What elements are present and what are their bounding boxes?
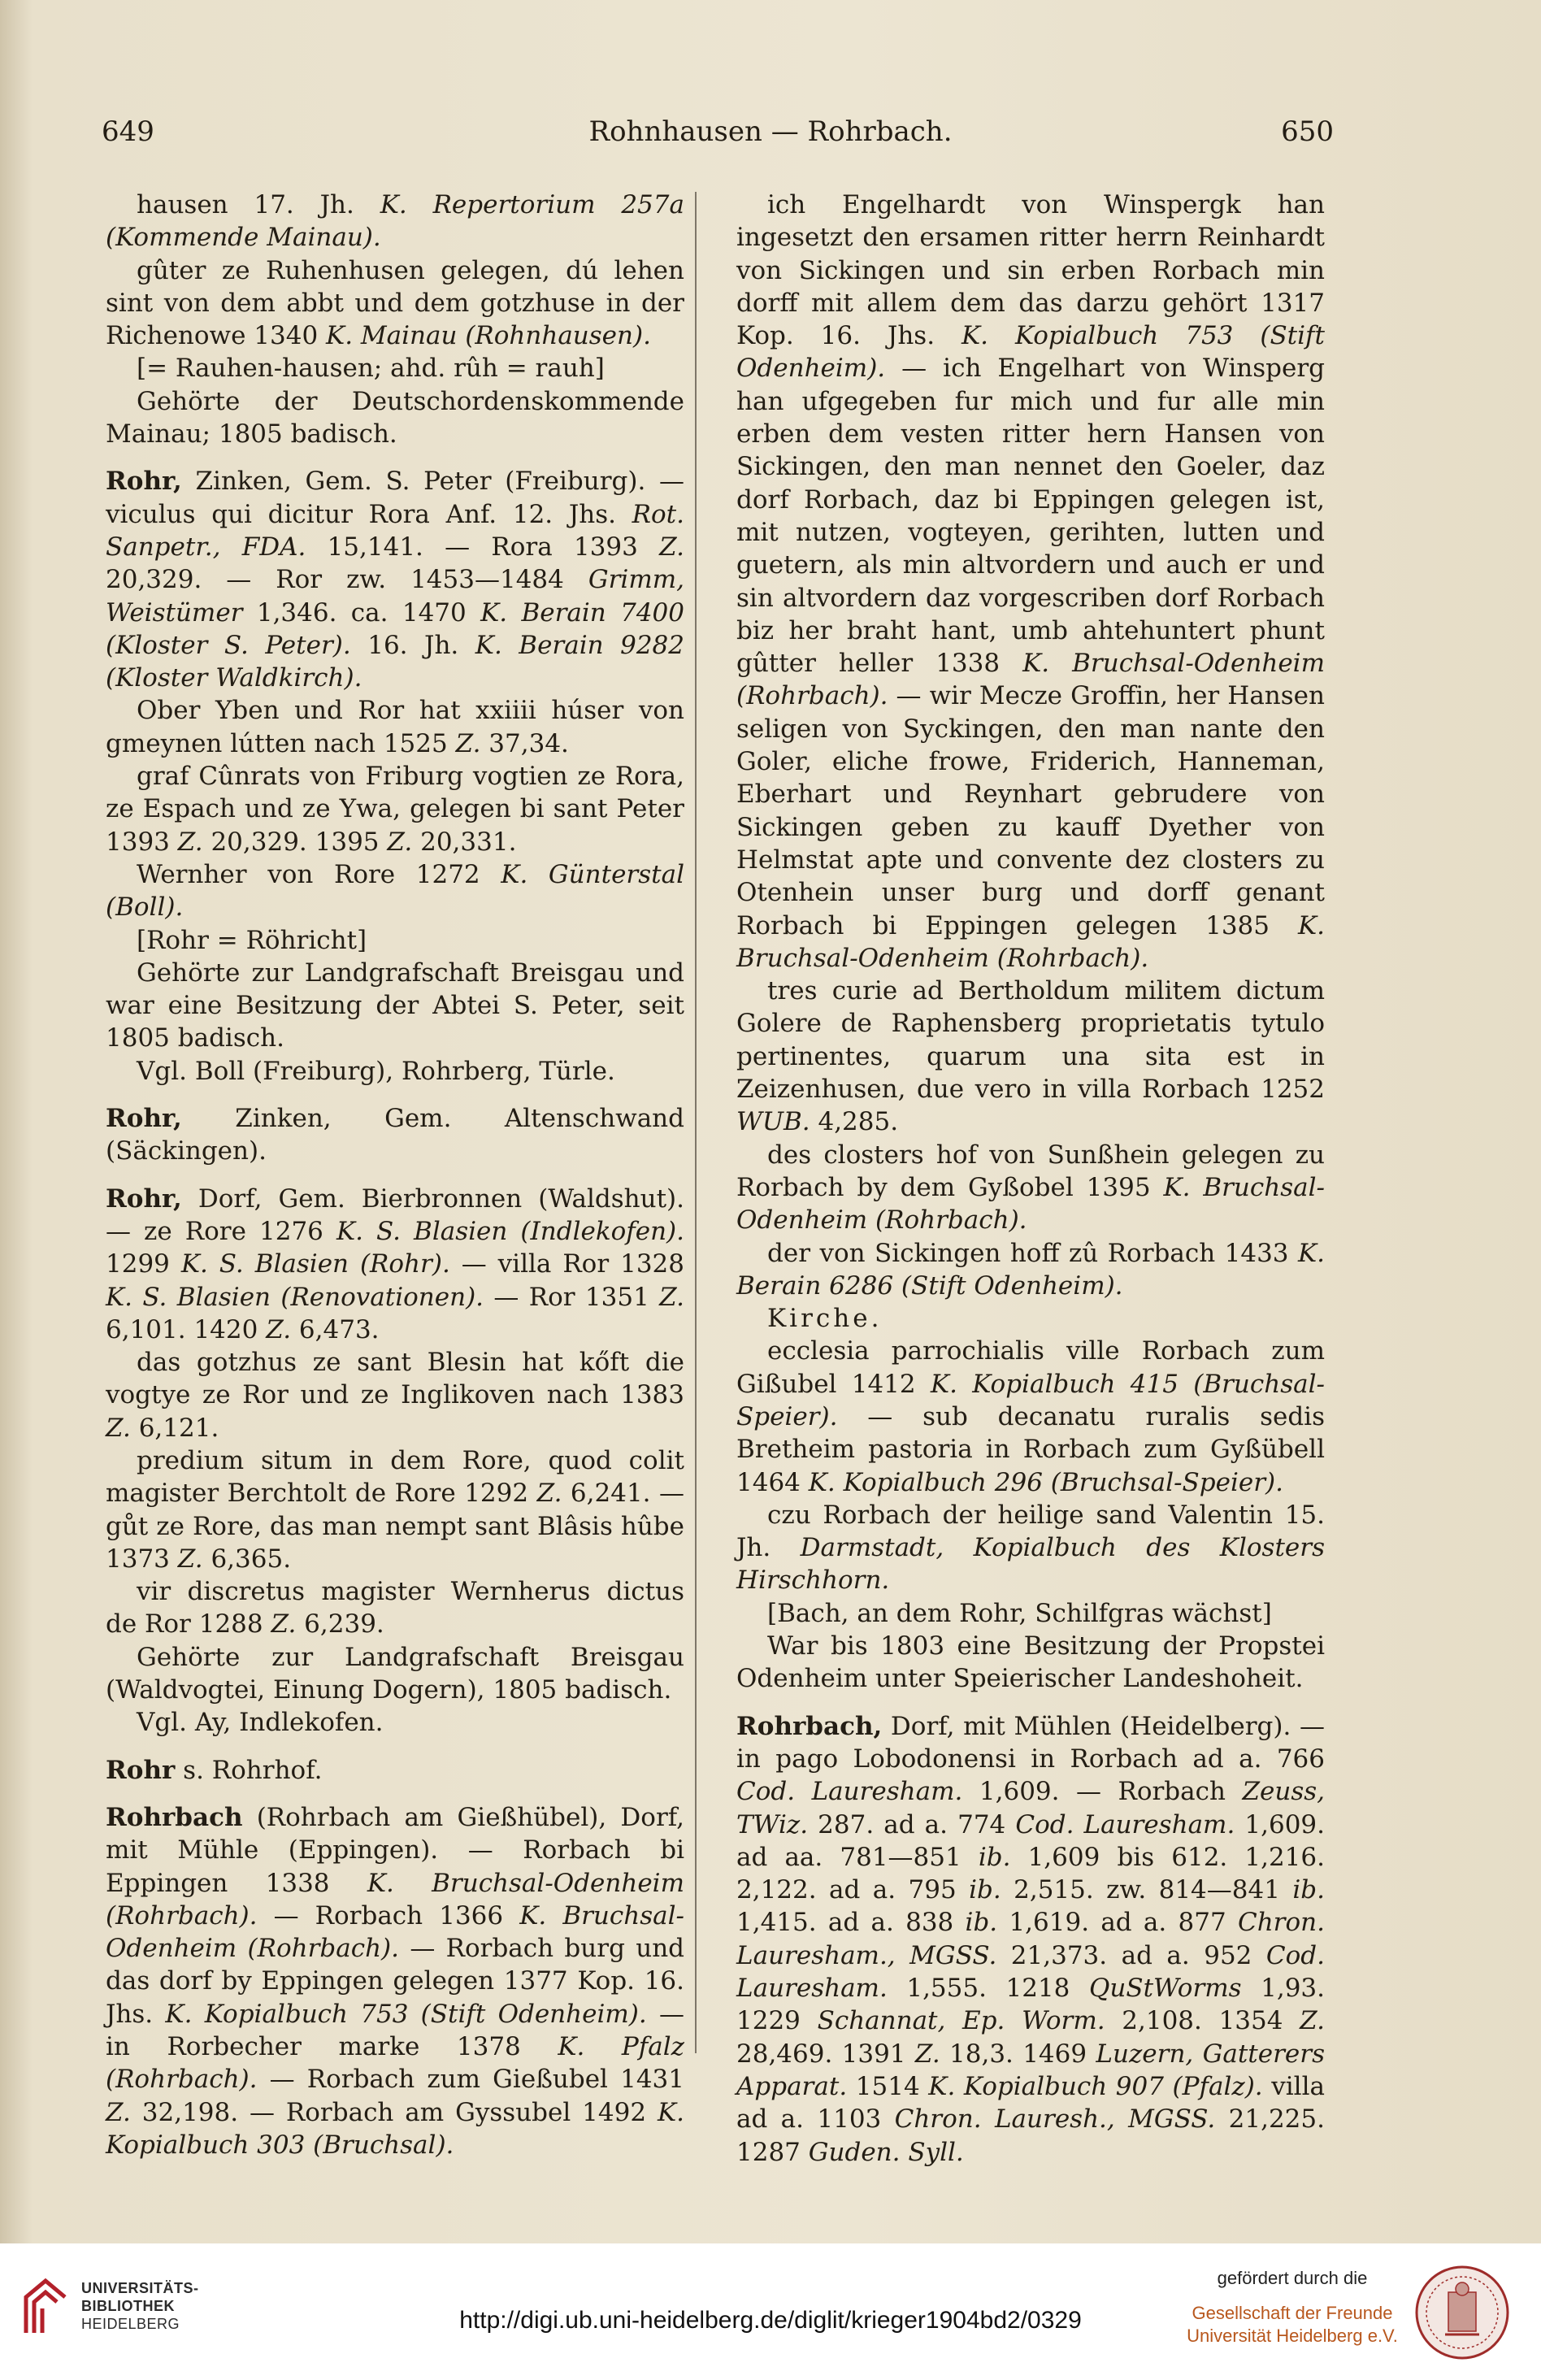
- text-run: War bis 1803 eine Besitzung der Propstei Odenheim unter Speierischer Landeshoheit.: [736, 1631, 1325, 1694]
- text-run: Dorf, Gem. Bierbronnen (Waldshut). — ze Rore 1276: [106, 1183, 684, 1246]
- citation-italic: Cod. Lauresham.: [736, 1777, 963, 1807]
- text-run: 18,3. 1469: [940, 2039, 1096, 2069]
- paragraph: [106, 957, 684, 1055]
- text-run: predium situm in dem Rore, quod colit magister Berchtolt de Rore 1292: [106, 1445, 684, 1509]
- citation-italic: K. Berain 7400 (Kloster S. Peter).: [106, 597, 685, 660]
- text-run: Vgl. Boll (Freiburg), Rohrberg, Türle.: [137, 1056, 615, 1086]
- paragraph: [736, 1237, 1325, 1303]
- text-run: der von Sickingen hoff zû Rorbach 1433: [767, 1238, 1298, 1268]
- text-run: 21,225. 1287: [736, 2104, 1325, 2167]
- paragraph: [106, 1183, 684, 1346]
- funding-note: [1179, 2268, 1406, 2347]
- citation-italic: K. Kopialbuch 296 (Bruchsal-Speier).: [808, 1467, 1283, 1497]
- citation-italic: K. Kopialbuch 415 (Bruchsal-Speier).: [736, 1369, 1325, 1431]
- text-run: ich Engelhardt von Winspergk han ingesetzt den ersamen ritter herrn Reinhardt von Sickingen und sin erben Rorbach min dorff mit allem dem das darzu gehört 1317 Kop. 16. Jhs.: [736, 190, 1325, 351]
- citation-italic: K. S. Blasien (Renovationen).: [106, 1282, 484, 1312]
- text-run: czu Rorbach der heilige sand Valentin 15. Jh.: [736, 1500, 1325, 1563]
- text-run: 20,329. 1395: [202, 827, 388, 857]
- text-run: — Rorbach 1366: [257, 1900, 520, 1930]
- citation-italic: K. Bruchsal-Odenheim (Rohrbach).: [736, 649, 1325, 711]
- viewer-footer: [0, 2243, 1541, 2380]
- text-run: 1,555. 1218: [887, 1974, 1089, 2004]
- entry-headword: Rohrbach,: [736, 1711, 883, 1741]
- text-run: — sub decanatu ruralis sedis Bretheim pastoria in Rorbach zum Gyßübell 1464: [736, 1401, 1325, 1497]
- citation-italic: Darmstadt, Kopialbuch des Klosters Hirschhorn.: [736, 1533, 1325, 1596]
- text-run: tres curie ad Bertholdum militem dictum Golere de Raphensberg proprietatis tytulo pertinentes, quarum una sita est in Zeizenhusen, due vero in villa Rorbach 1252: [736, 976, 1325, 1105]
- paragraph: [106, 1575, 684, 1641]
- paragraph: [736, 1499, 1325, 1597]
- text-run: 2,515. zw. 814—841: [1001, 1875, 1293, 1905]
- text-run: Gehörte der Deutschordenskommende Mainau; 1805 badisch.: [106, 386, 684, 450]
- citation-italic: ib.: [978, 1842, 1011, 1872]
- citation-italic: K. Bruchsal-Odenheim (Rohrbach).: [736, 910, 1325, 973]
- citation-italic: WUB.: [736, 1107, 810, 1137]
- text-run: vir discretus magister Wernherus dictus de Ror 1288: [106, 1577, 684, 1640]
- paragraph: [106, 1346, 684, 1444]
- paragraph: [106, 465, 684, 694]
- text-run: graf Cûnrats von Friburg vogtien ze Rora, ze Espach und ze Ywa, gelegen bi sant Peter 1393: [106, 762, 684, 857]
- paragraph: [106, 1055, 684, 1088]
- citation-italic: Z.: [659, 532, 684, 562]
- text-run: 2,108. 1354: [1105, 2006, 1300, 2036]
- citation-italic: ib.: [1292, 1875, 1325, 1905]
- citation-italic: Chron. Lauresham., MGSS.: [736, 1908, 1325, 1970]
- running-title: Rohnhausen — Rohrbach.: [588, 115, 953, 148]
- entry-headword: Rohr: [106, 1755, 176, 1785]
- text-run: (Rohrbach am Gießhübel), Dorf, mit Mühle (Eppingen). — Rorbach bi Eppingen 1338: [106, 1802, 684, 1898]
- text-run: s. Rohrhof.: [175, 1755, 323, 1785]
- text-run: — Ror 1351: [484, 1282, 660, 1312]
- citation-italic: Z.: [387, 827, 413, 857]
- paragraph: [736, 189, 1325, 975]
- paragraph: [106, 694, 684, 760]
- paragraph: [736, 1335, 1325, 1498]
- citation-italic: Z.: [455, 728, 481, 758]
- text-run: 4,285.: [810, 1107, 899, 1137]
- text-run: des closters hof von Sunßhein gelegen zu Rorbach by dem Gyßobel 1395: [736, 1140, 1325, 1202]
- paragraph: [106, 1444, 684, 1575]
- paragraph: [736, 1597, 1325, 1630]
- paragraph: [106, 352, 684, 384]
- text-run: 20,331.: [412, 827, 517, 857]
- citation-italic: Z.: [177, 827, 203, 857]
- text-run: Gehörte zur Landgrafschaft Breisgau (Waldvogtei, Einung Dogern), 1805 badisch.: [106, 1642, 684, 1705]
- paragraph: [106, 1706, 684, 1739]
- text-run: — in Rorbecher marke 1378: [106, 1999, 684, 2062]
- citation-italic: Rot. Sanpetr., FDA.: [106, 499, 684, 562]
- citation-italic: K. Kopialbuch 753 (Stift Odenheim).: [165, 1999, 647, 2029]
- left-column: [106, 189, 684, 2161]
- page-number-left: 649: [102, 115, 154, 148]
- citation-italic: Chron. Lauresh., MGSS.: [894, 2104, 1216, 2135]
- text-run: 1,609. — Rorbach: [962, 1777, 1243, 1807]
- citation-italic: Z.: [266, 1314, 292, 1344]
- citation-italic: K. Mainau (Rohnhausen).: [326, 321, 651, 351]
- citation-italic: K. Berain 6286 (Stift Odenheim).: [736, 1238, 1325, 1301]
- paragraph: [106, 254, 684, 353]
- citation-italic: K. Kopialbuch 907 (Pfalz).: [928, 2071, 1263, 2101]
- library-line: UNIVERSITÄTS-: [81, 2280, 199, 2296]
- citation-italic: Z.: [536, 1479, 562, 1509]
- text-run: 15,141. — Rora 1393: [306, 532, 660, 562]
- text-run: 6,239.: [296, 1609, 384, 1640]
- citation-italic: Luzern, Gatterers Apparat.: [736, 2039, 1325, 2101]
- text-run: — Rorbach zum Gießubel 1431: [257, 2065, 684, 2095]
- paragraph: [736, 975, 1325, 1138]
- text-run: 287. ad a. 774: [808, 1809, 1016, 1839]
- text-run: Dorf, mit Mühlen (Heidelberg). — in pago Lobodonensi in Rorbach ad a. 766: [736, 1711, 1325, 1774]
- university-seal-icon: [1414, 2265, 1510, 2360]
- text-run: 21,373. ad a. 952: [996, 1940, 1266, 1970]
- entry-headword: Rohr,: [106, 1183, 182, 1214]
- paragraph: [106, 1801, 684, 2161]
- text-run: 1,609 bis 612. 1,216. 2,122. ad a. 795: [736, 1842, 1325, 1905]
- citation-italic: Z.: [914, 2039, 940, 2069]
- text-run: 1,93. 1229: [736, 1974, 1326, 2036]
- society-name-line1: Gesellschaft der Freunde: [1192, 2303, 1393, 2323]
- citation-italic: K. Kopialbuch 753 (Stift Odenheim).: [736, 321, 1325, 384]
- text-run: 6,121.: [130, 1413, 219, 1443]
- paragraph: [106, 760, 684, 858]
- text-run: Ober Yben und Ror hat xxiiii húser von gmeynen lútten nach 1525: [106, 696, 684, 758]
- permalink-url[interactable]: http://digi.ub.uni-heidelberg.de/diglit/krieger1904bd2/0329: [459, 2307, 1082, 2334]
- text-run: 1299: [106, 1249, 181, 1279]
- citation-italic: QuStWorms: [1088, 1974, 1242, 2004]
- text-run: das gotzhus ze sant Blesin hat kőft die vogtye ze Ror und ze Inglikoven nach 1383: [106, 1348, 684, 1410]
- citation-italic: K. Bruchsal-Odenheim (Rohrbach).: [736, 1172, 1325, 1236]
- text-run: 32,198. — Rorbach am Gyssubel 1492: [130, 2097, 658, 2127]
- text-run: 6,241. — gůt ze Rore, das man nempt sant Blâsis hûbe 1373: [106, 1479, 684, 1574]
- citation-italic: Z.: [659, 1282, 684, 1312]
- citation-italic: K. Berain 9282 (Kloster Waldkirch).: [106, 630, 684, 693]
- text-run: villa ad a. 1103: [736, 2071, 1325, 2135]
- citation-italic: K. S. Blasien (Indlekofen).: [336, 1216, 685, 1246]
- paragraph: [106, 858, 684, 924]
- citation-italic: K. Repertorium 257a (Kommende Mainau).: [106, 190, 684, 253]
- citation-italic: Z.: [1300, 2006, 1326, 2036]
- citation-italic: Schannat, Ep. Worm.: [817, 2006, 1105, 2036]
- running-header: [0, 115, 1541, 164]
- citation-italic: Z.: [177, 1544, 203, 1574]
- citation-italic: K. Pfalz (Rohrbach).: [106, 2032, 684, 2095]
- citation-italic: K. S. Blasien (Rohr).: [180, 1249, 450, 1279]
- text-run: ecclesia parrochialis ville Rorbach zum Gißubel 1412: [736, 1336, 1325, 1399]
- text-run: 16. Jh.: [350, 630, 475, 660]
- citation-italic: Cod. Lauresham.: [1015, 1809, 1235, 1839]
- column-divider: [695, 192, 697, 2053]
- paragraph: [736, 1302, 1325, 1335]
- citation-italic: Cod. Lauresham.: [736, 1940, 1325, 2004]
- citation-italic: Guden. Syll.: [808, 2137, 964, 2167]
- society-name-line2: Universität Heidelberg e.V.: [1187, 2326, 1398, 2346]
- text-run: Zinken, Gem. Altenschwand (Säckingen).: [106, 1104, 684, 1166]
- paragraph: [106, 189, 684, 254]
- text-run: 1,619. ad a. 877: [997, 1908, 1238, 1938]
- entry-headword: Rohr,: [106, 467, 182, 497]
- text-run: Zinken, Gem. S. Peter (Freiburg). — viculus qui dicitur Rora Anf. 12. Jhs.: [106, 467, 684, 529]
- text-run: — wir Mecze Groffin, her Hansen seligen von Syckingen, den man nante den Goler, eliche frowe, Friderich, Hanneman, Eberhart und Reynhart gebrudere von Sickingen geben zu kauff Dyether von Helmstat apte und convente dez closters zu Otenhein unser burg und dorff genant Rorbach bi Eppingen gelegen 1385: [736, 681, 1325, 940]
- text-run: 6,101. 1420: [106, 1314, 267, 1344]
- citation-italic: K. Bruchsal-Odenheim (Rohrbach).: [106, 1900, 684, 1964]
- section-label: Kirche.: [767, 1304, 883, 1334]
- page-number-right: 650: [1281, 115, 1334, 148]
- paragraph: [736, 1139, 1325, 1237]
- citation-italic: ib.: [965, 1908, 998, 1938]
- text-run: 1,415. ad a. 838: [736, 1908, 966, 1938]
- text-run: 20,329. — Ror zw. 1453—1484: [106, 565, 588, 595]
- citation-italic: Z.: [271, 1609, 297, 1640]
- text-run: gûter ze Ruhenhusen gelegen, dú lehen sint von dem abbt und dem gotzhuse in der Richenowe 1340: [106, 255, 684, 351]
- library-line: HEIDELBERG: [81, 2316, 180, 2332]
- citation-italic: K. Kopialbuch 303 (Bruchsal).: [106, 2097, 684, 2160]
- right-column: [736, 189, 1325, 2169]
- text-run: Vgl. Ay, Indlekofen.: [137, 1708, 384, 1738]
- citation-italic: ib.: [969, 1875, 1001, 1905]
- text-run: Gehörte zur Landgrafschaft Breisgau und war eine Besitzung der Abtei S. Peter, seit 1805 badisch.: [106, 958, 684, 1053]
- paragraph: [106, 924, 684, 957]
- text-run: — ich Engelhart von Winsperg han ufgegeben fur mich und fur alle min erben dem vesten ritter hern Hansen von Sickingen, den man nennet den Goeler, daz dorf Rorbach, daz bi Eppingen gelegen ist, mit nutzen, vogteyen, gerihten, lutten und guetern, als min altvordern und auch er und sin altvordern daz vorgescriben dorf Rorbach biz her braht hant, umb ahtehuntert phunt gûtter heller 1338: [736, 354, 1325, 679]
- text-run: 1,346. ca. 1470: [242, 597, 481, 628]
- text-run: [Bach, an dem Rohr, Schilfgras wächst]: [767, 1598, 1272, 1628]
- text-run: 6,365.: [202, 1544, 292, 1574]
- citation-italic: K. Bruchsal-Odenheim (Rohrbach).: [106, 1868, 684, 1930]
- paragraph: [736, 1630, 1325, 1696]
- funded-by-text: gefördert durch die: [1217, 2268, 1368, 2288]
- citation-italic: Grimm, Weistümer: [106, 565, 684, 628]
- text-run: 37,34.: [480, 728, 569, 758]
- text-run: 1514: [847, 2071, 929, 2101]
- text-run: Wernher von Rore 1272: [137, 859, 501, 889]
- library-line: BIBLIOTHEK: [81, 2298, 175, 2314]
- paragraph: [106, 1102, 684, 1168]
- text-run: 1,609. ad aa. 781—851: [736, 1809, 1325, 1872]
- text-run: [= Rauhen-hausen; ahd. rûh = rauh]: [137, 354, 605, 384]
- paragraph: [736, 1710, 1325, 2169]
- paragraph: [106, 1641, 684, 1707]
- text-run: — villa Ror 1328: [449, 1249, 684, 1279]
- citation-italic: Z.: [106, 1413, 131, 1443]
- text-run: 28,469. 1391: [736, 2039, 915, 2069]
- text-run: — Rorbach burg und das dorf by Eppingen gelegen 1377 Kop. 16. Jhs.: [106, 1934, 685, 2029]
- text-run: 6,473.: [291, 1314, 380, 1344]
- citation-italic: Zeuss, TWiz.: [736, 1777, 1325, 1839]
- paragraph: [106, 1754, 684, 1787]
- citation-italic: Z.: [106, 2097, 131, 2127]
- citation-italic: K. Günterstal (Boll).: [106, 859, 684, 923]
- entry-headword: Rohr,: [106, 1104, 182, 1134]
- entry-headword: Rohrbach: [106, 1802, 243, 1832]
- text-run: [Rohr = Röhricht]: [137, 925, 367, 955]
- text-run: hausen 17. Jh.: [137, 190, 380, 219]
- paragraph: [106, 385, 684, 451]
